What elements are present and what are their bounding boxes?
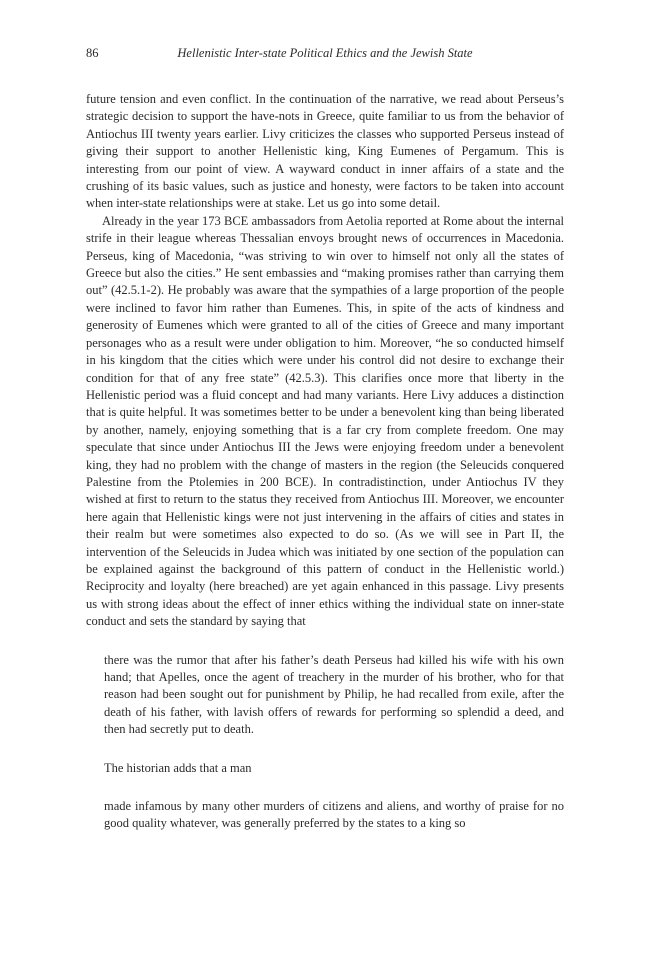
paragraph: future tension and even conflict. In the continuation of the narrative, we read about Perseus’s strategic decision to support the have-nots in Greece, quite familiar to us from the behavior of Antiochus III twenty years earlier. Livy criticizes the classes who supported Perseus instead of giving their support to another Hellenistic king, King Eumenes of Pergamum. This is interesting from our point of view. A wayward conduct in inner affairs of a state and the crushing of its basic values, such as justice and honesty, were factors to be taken into account when inter-state relationships were at stake. Let us go into some detail.: [86, 92, 564, 211]
block-quote: there was the rumor that after his father’s death Perseus had killed his wife with his own hand; that Apelles, once the agent of treachery in the murder of his brother, who for that reason had been sought out for punishment by Philip, he had recalled from exile, after the death of his father, with lavish offers of rewards for performing so splendid a deed, and then had secretly put to death.: [104, 652, 564, 737]
paragraph: Already in the year 173 BCE ambassadors from Aetolia reported at Rome about the internal strife in their league whereas Thessalian envoys brought news of occurrences in Macedonia. Perseus, king of Macedonia, “was striving to win over to himself not only all the states of Greece but also the cities.” He sent embassies and “making promises rather than carrying them out” (42.5.1-2). He probably was aware that the sympathies of a large proportion of the people were inclined to favor him rather than Eumenes. This, in spite of the acts of kindness and generosity of Eumenes which were granted to all of the cities of Greece and many important personages who as a result were under obligation to him. Moreover, “he so conducted himself in his kingdom that the cities which were under his control did not desire to exchange their condition for that of any free state” (42.5.3). This clarifies once more that liberty in the Hellenistic period was a fluid concept and had many variants. Here Livy adduces a distinction that is quite helpful. It was sometimes better to be under a benevolent king than being liberated by another, namely, enjoying something that is a far cry from complete freedom. One may speculate that since under Antiochus III the Jews were enjoying freedom under a benevolent king, they had no problem with the change of masters in the region (the Seleucids conquered Palestine from the Ptolemies in 200 BCE). In contradistinction, under Antiochus IV they wished at first to return to the status they received from Antiochus III. Moreover, we encounter here again that Hellenistic kings were not just intervening in the affairs of cities and states in their realm but were sometimes also expected to do so. (As we will see in Part II, the intervention of the Seleucids in Judea which was initiated by one section of the population can be explained against the background of this pattern of conduct in the Hellenistic world.) Reciprocity and loyalty (here breached) are yet again enhanced in this passage. Livy presents us with strong ideas about the effect of inner ethics withing the individual state on inner-state conduct and sets the standard by saying that: [86, 213, 564, 629]
running-header: [86, 44, 564, 62]
bridge-text: The historian adds that a man: [104, 760, 252, 775]
running-title: Hellenistic Inter-state Political Ethics and the Jewish State: [177, 46, 473, 60]
block-quote: made infamous by many other murders of citizens and aliens, and worthy of praise for no good quality whatever, was generally preferred by the states to a king so: [104, 799, 564, 831]
main-text: [86, 91, 564, 833]
page-number: 86: [86, 46, 99, 60]
